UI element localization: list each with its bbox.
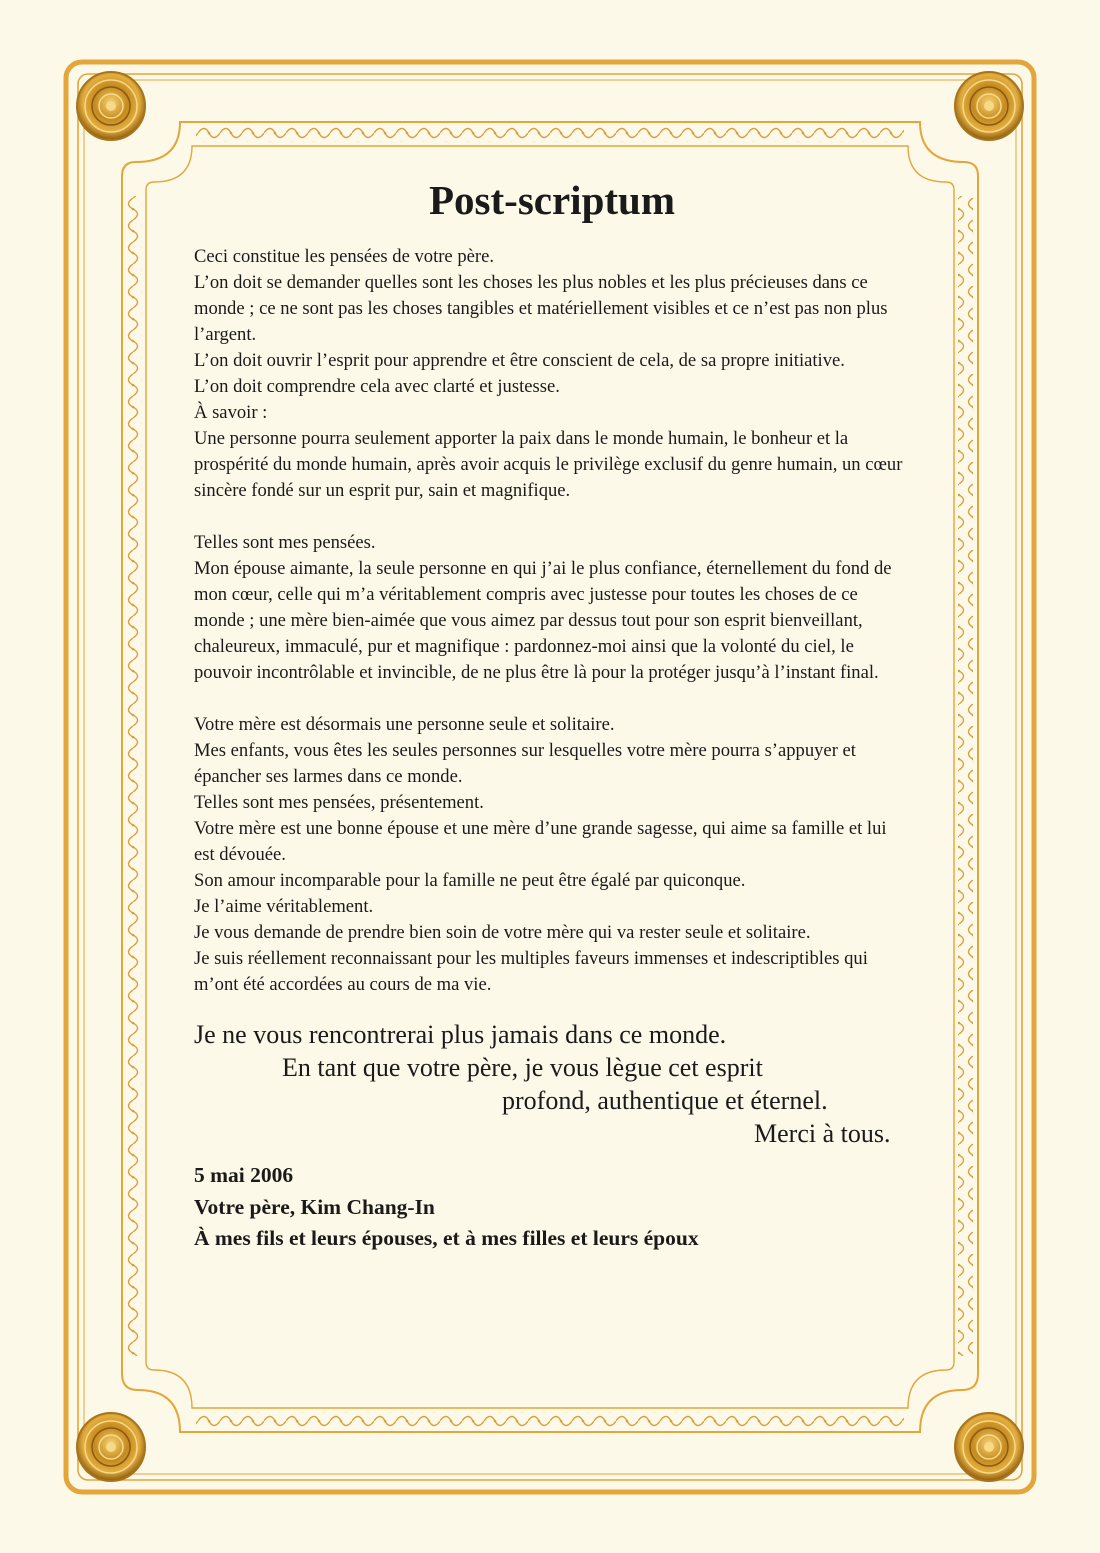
- paragraph: L’on doit ouvrir l’esprit pour apprendre et être conscient de cela, de sa propre initiative.: [194, 350, 845, 371]
- paragraph: L’on doit se demander quelles sont les choses les plus nobles et les plus précieuses dans ce monde ; ce ne sont pas les choses tangibles et matériellement visibles et ce n’est pas non plus l’argent.: [194, 272, 888, 345]
- paragraph: Telles sont mes pensées, présentement.: [194, 792, 484, 813]
- paragraph: Mon épouse aimante, la seule personne en qui j’ai le plus confiance, éternellement du fond de mon cœur, celle qui m’a véritablement compris avec justesse pour toutes les choses de ce monde ; une mère bien-aimée que vous aimez par dessus tout pour son esprit bienveillant, chaleureux, immaculé, pur et magnifique : pardonnez-moi ainsi que la volonté du ciel, le pouvoir incontrôlable et invincible, de ne plus être là pour la protéger jusqu’à l’instant final.: [194, 558, 892, 683]
- paragraph: Telles sont mes pensées.: [194, 532, 376, 553]
- signature-date: 5 mai 2006: [194, 1163, 294, 1187]
- corner-medallion-top-left-icon: [77, 72, 145, 140]
- paragraph: Mes enfants, vous êtes les seules personnes sur lesquelles votre mère pourra s’appuyer et épancher ses larmes dans ce monde.: [194, 740, 856, 787]
- corner-medallion-bottom-left-icon: [77, 1413, 145, 1481]
- paragraph: À savoir :: [194, 402, 268, 423]
- signature-author: Votre père, Kim Chang-In: [194, 1194, 435, 1219]
- signature-dedication: À mes fils et leurs épouses, et à mes filles et leurs époux: [194, 1226, 699, 1250]
- closing-line: En tant que votre père, je vous lègue cet esprit: [282, 1053, 763, 1082]
- corner-medallion-top-right-icon: [955, 72, 1023, 140]
- paragraph: Ceci constitue les pensées de votre père.: [194, 246, 494, 267]
- paragraph: Votre mère est désormais une personne seule et solitaire.: [194, 714, 615, 735]
- paragraph: Votre mère est une bonne épouse et une mère d’une grande sagesse, qui aime sa famille et lui est dévouée.: [194, 818, 887, 865]
- page-title: Post-scriptum: [429, 177, 675, 223]
- paragraph: Son amour incomparable pour la famille ne peut être égalé par quiconque.: [194, 870, 746, 891]
- closing-line: profond, authentique et éternel.: [502, 1086, 828, 1115]
- paragraph: Je l’aime véritablement.: [194, 896, 374, 917]
- paragraph: Une personne pourra seulement apporter la paix dans le monde humain, le bonheur et la prospérité du monde humain, après avoir acquis le privilège exclusif du genre humain, un cœur sincère fondé sur un esprit pur, sain et magnifique.: [194, 428, 903, 501]
- closing-line: Merci à tous.: [754, 1119, 891, 1148]
- spacer: [194, 504, 906, 530]
- corner-medallion-bottom-right-icon: [955, 1413, 1023, 1481]
- spacer: [194, 686, 906, 712]
- letter-body: [194, 176, 906, 1255]
- paragraph: L’on doit comprendre cela avec clarté et justesse.: [194, 376, 560, 397]
- closing-line: Je ne vous rencontrerai plus jamais dans ce monde.: [194, 1020, 727, 1049]
- signature-block: [194, 1160, 906, 1255]
- paragraph: Je suis réellement reconnaissant pour les multiples faveurs immenses et indescriptibles qui m’ont été accordées au cours de ma vie.: [194, 948, 868, 995]
- paragraph: Je vous demande de prendre bien soin de votre mère qui va rester seule et solitaire.: [194, 922, 811, 943]
- closing-lines: [194, 1018, 906, 1150]
